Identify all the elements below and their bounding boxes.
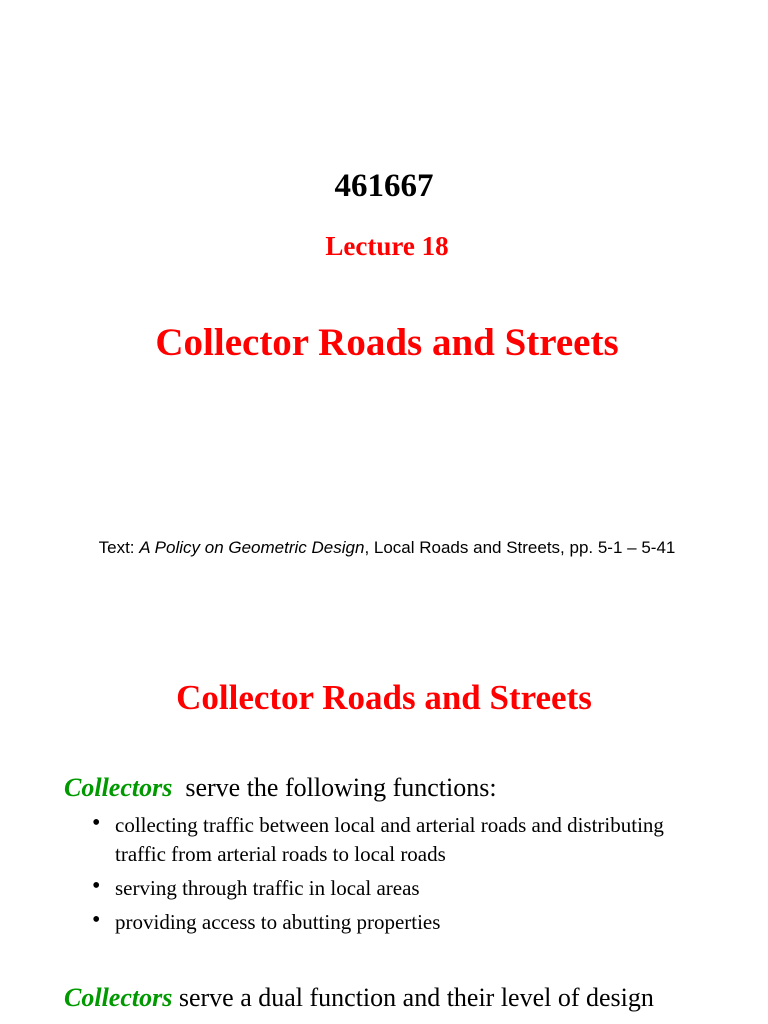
slide1-title: Collector Roads and Streets <box>155 321 619 364</box>
course-number: 461667 <box>334 168 434 204</box>
text-reference-prefix: Text: <box>98 538 140 557</box>
bullet-icon: • <box>92 873 101 899</box>
list-item-text: collecting traffic between local and arterial roads and distributing traffic from arterial roads to local roads <box>115 813 664 866</box>
slide2-title: Collector Roads and Streets <box>176 678 592 717</box>
list-item <box>92 811 692 869</box>
bullet-icon: • <box>92 907 101 933</box>
functions-list <box>92 811 692 942</box>
dual-function-paragraph <box>64 981 744 1015</box>
lecture-number: Lecture 18 <box>325 231 449 261</box>
text-reference <box>0 536 768 560</box>
functions-intro <box>64 771 497 805</box>
dual-function-text: serve a dual function and their level of design <box>172 983 654 1012</box>
list-item-text: serving through traffic in local areas <box>115 876 420 900</box>
collectors-term: Collectors <box>64 773 173 802</box>
list-item-text: providing access to abutting properties <box>115 910 441 934</box>
collectors-term: Collectors <box>64 983 173 1012</box>
list-item <box>92 908 692 937</box>
book-title: A Policy on Geometric Design <box>139 538 365 557</box>
bullet-icon: • <box>92 810 101 836</box>
list-item <box>92 874 692 903</box>
functions-intro-text: serve the following functions: <box>172 773 497 802</box>
text-reference-suffix: , Local Roads and Streets, pp. 5-1 – 5-41 <box>364 538 676 557</box>
